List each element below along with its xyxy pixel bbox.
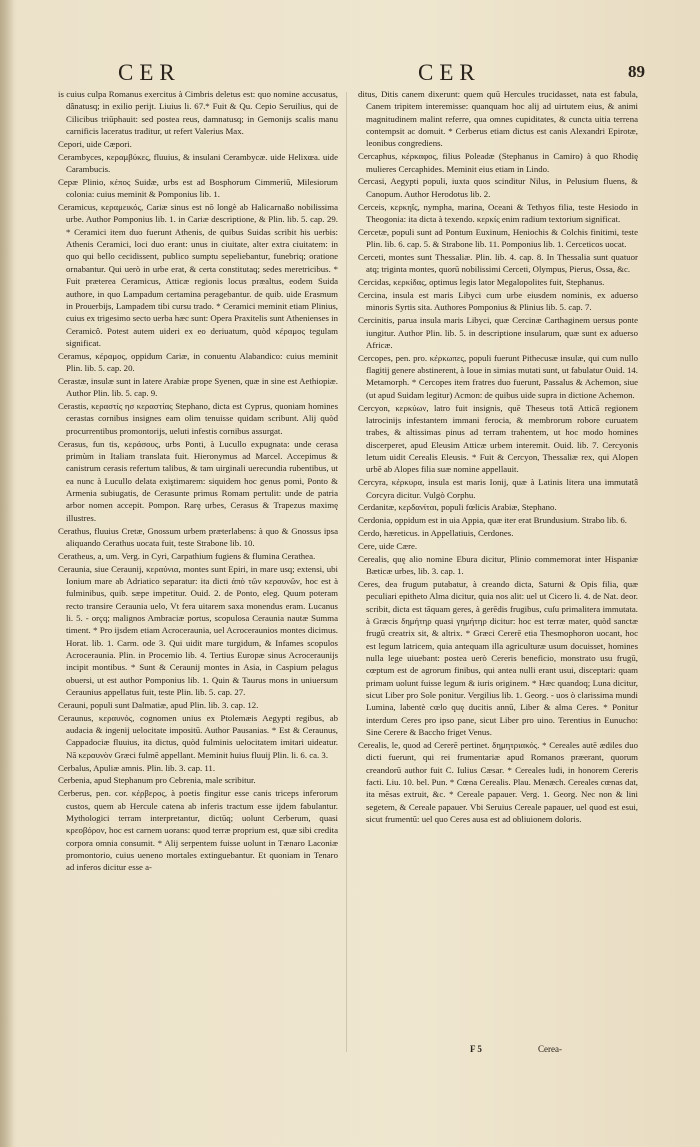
dictionary-entry: Ceres, dea frugum putabatur, à creando dicta, Saturni & Opis filia, quæ peculiari epitheto Alma dicitur, quia nos alit: uel ut Cicero li. 4. de Nat. deor. scribit, dicta est tāquam geres, à gerēdis frugibus, cuſu primalitera immutata. à Græcis δημήτηρ quasi γημήτηρ dicitur: hoc est terræ mater, quòd sanctæ frugū creatrix sit, & altrix. * Græci Cererē etia Thesmophoron uocant, hoc est legum latricem, quia antequam illa agriculturæ usum docuisset, homines nulla lege uiuebant: postea uerò Cereris beneficio, monstrato usu frugū, cœptum est de agrorum finibus, qui antea nulli erant usui, disceptari: quam primam uolunt fuisse legum & iuris originem. * Hæc quandoq; Luna dicitur, sicut Liber pro Sole ponitur. Vergilius lib. 1. Georg. - uos ò clarissima mundi Lumina, labentè cœlo quę ducitis annū, Liber & alma Ceres. * Ponitur interdum Ceres pro ipso pane, sicut Liber pro uino. Terentius in Eunucho: Sine Cerere & Baccho friget Venus. — [358, 578, 638, 738]
dictionary-entry: Ceramicus, κεραμεικός, Cariæ sinus est nō longè ab Halicarnaßo nobilissima urbe. Author Pomponius lib. 1. in Cariæ descriptione, & Plin. lib. 5. cap. 29. * Ceramici item duo fuerunt Athenis, de quibus Suidas scribit his uerbis: Athenis Ceramici, loci duo erant: unus in ciuitate, alter extra ciuitatem: in quo qui bello cecidissent, publico sumptu sepeliebantur, funebriq; oratione ornabantur. Qui uerò in urbe erat, & certa constitutaq; sedes meretricibus. * Fuit præterea Ceramicus, Atticæ regionis locus præaltus, eodem Suida authore, in quo Lampadum certamina peragebantur. de quib. uide Erasmum in Prouerbijs, Lampadem tibi cursu trado. * Ceramici meminit etiam Plinius, cuius ex trigesimo secto uerba hæc sunt: Opera Praxitelis sunt Athenienses in Ceramicô. Potest autem uideri ex eo deriuatum, quòd κέραμος tegulam significat. — [58, 202, 338, 348]
dictionary-entry: Cerambyces, κεραμβύκες, fluuius, & insulani Cerambycæ. uide Helixœa. uide Carambucis. — [58, 151, 338, 175]
left-column — [58, 88, 338, 874]
dictionary-entry: Cerceis, κερκηΐς, nympha, marina, Oceani & Tethyos filia, teste Hesiodo in Theogonia: ita dicta à texendo. κερκίς enim radium textorium significat. — [358, 201, 638, 224]
dictionary-entry: Cercyra, κέρκυρα, insula est maris Ionij, quæ à Latinis litera una immutatâ Corcyra dicitur. Vulgò Corphu. — [358, 477, 638, 500]
dictionary-entry: Cere, uide Cære. — [358, 540, 418, 551]
catchword: Cerea- — [538, 1044, 562, 1054]
dictionary-entry: Cerdanitæ, κερδανίται, populi fœlicis Arabiæ, Stephano. — [358, 502, 557, 513]
page-gutter-shadow — [0, 0, 14, 1147]
running-head-right: CER — [418, 60, 481, 85]
dictionary-entry: Cercasi, Aegypti populi, iuxta quos scinditur Nilus, in Pelusium fluens, & Canopum. Author Herodotus lib. 2. — [358, 176, 638, 199]
dictionary-entry: Cercopes, pen. pro. κέρκωπες, populi fuerunt Pithecusæ insulæ, qui cum nullo flagitij genere abstinerent, à Ioue in simias mutati sunt, ut fabulatur Ouid. 14. Metamorph. * Cercopes item fratres duo fuerunt, Passalus & Achemon, siue (ut apud Suidam legitur) Acmon: de quibus uide supra in dictione Achemon. — [358, 352, 638, 400]
dictionary-entry: Cercetæ, populi sunt ad Pontum Euxinum, Heniochis & Colchis finitimi, teste Plin. lib. 6. cap. 5. & Strabone lib. 11. Pomponius lib. 1. Cerceticos uocat. — [358, 226, 638, 250]
dictionary-entry: ditus, Ditis canem dixerunt: quem quū Hercules trucidasset, nata est fabula, Canem tripitem interemisse: quanquam hoc alij ad uirtutem eius, & animi magnitudinem malint referre, qua omnes cupiditates, & cuncta uitia terrena contempsit ac domuit. * Cerberus etiam dictus est canis Alexandri Epirotæ, leonibus congrediens. — [358, 89, 638, 149]
dictionary-entry: Ceramus, κέραμος, oppidum Cariæ, in conuentu Alabandico: cuius meminit Plin. lib. 5. cap. 20. — [58, 350, 338, 374]
dictionary-entry: Cerdo, hæreticus. in Appellatiuis, Cerdones. — [358, 528, 514, 539]
dictionary-entry: Cerastæ, insulæ sunt in latere Arabiæ prope Syenen, quæ in sine est Aethiopiæ. Author Plin. lib. 5. cap. 9. — [58, 375, 338, 399]
dictionary-entry: Cercaphus, κέρκαφος, filius Poleadæ (Stephanus in Camiro) à quo Rhodię mulieres Cercaphides. Meminit eius etiam in Lindo. — [358, 151, 638, 174]
dictionary-entry: Ceraunia, siue Ceraunij, κεραύνια, montes sunt Epiri, in mare usq; extensi, ubi Ionium mare ab Adriatico separatur: ita dicti ἀπὸ τῶν κεραυνῶν, hoc est à fulminibus, quib. sæpe impetitur. Ouid. 2. de Ponto, eleg. Quum poteram recto transire Ceraunia uelo, Vt fera uitarem saxa monendus eram. Lucanus li. 5. - orçq; malignos Ambraciæ portus, scopulosa Ceraunia nautæ Summa timent. * Pro ijsdem etiam Acroceraunia, uel Acroceraunios montes dicimus. Horat. lib. 1. Carm. ode 3. Qui uidit mare turgidum, & Infames scopulos Acroceraunia. Plin. in Procemio lib. 4. Tertius Europæ sinus Acroceraunijs incipit montibus. * Sunt & Ceraunij montes in Asia, in Caspium pelagus obuersi, ut est author Pomponius lib. 1. Quin & Taurus mons in uniuersum Ceraunius appellatus fuit, teste Plin. lib. 5. cap. 27. — [58, 563, 338, 697]
dictionary-entry: Cerealis, le, quod ad Cererē pertinet. δημητριακός. * Cereales autē ædiles duo dicti fuerunt, qui rei frumentariæ apud Romanos præerant, quorum creandorū author fuit C. Iulius Cæsar. * Cereales ludi, in honorem Cereris facti. Liu. 10. bel. Pun. * Cœna Cerealis. Plau. Menæch. Cereales cœnas dat, ita mēsas extruit, &c. * Cereale papauer. Verg. 1. Georg. Nec non & lini segetem, & Cereale papauer. Vbi Seruius Cereale papauer, uel quod est esui, sicut frumentū: uel quo Ceres ausa est ad obliuionem doloris. — [358, 739, 638, 824]
dictionary-entry: Cerauni, populi sunt Dalmatiæ, apud Plin. lib. 3. cap. 12. — [58, 699, 259, 710]
signature-mark: F 5 — [470, 1044, 482, 1054]
dictionary-entry: Cercidas, κερκίδας, optimus legis lator Megalopolites fuit, Stephanus. — [358, 277, 605, 288]
dictionary-entry: Cepæ Plinio, κέπος Suidæ, urbs est ad Bosphorum Cimmeriū, Milesiorum colonia: cuius meminit & Pomponius lib. 1. — [58, 176, 338, 200]
dictionary-entry: Cercinitis, parua insula maris Libyci, quæ Cercinæ Carthaginem uersus ponte iungitur. Author Plin. lib. 5. in descriptione insularum, quæ sunt ex aduerso Africæ. — [358, 315, 638, 350]
page-number: 89 — [628, 62, 645, 81]
dictionary-entry: Cerceti, montes sunt Thessaliæ. Plin. lib. 4. cap. 8. In Thessalia sunt quatuor atq; triginta montes, quorū nobilissimi Cerceti, Olympus, Pierus, Ossa, &c. — [358, 251, 638, 275]
dictionary-entry: Cerdonia, oppidum est in uia Appia, quæ iter erat Brundusium. Strabo lib. 6. — [358, 515, 628, 526]
dictionary-entry: Cepori, uide Cæpori. — [58, 138, 132, 149]
dictionary-entry: Cerbenia, apud Stephanum pro Cebrenia, male scribitur. — [58, 775, 256, 786]
right-column — [358, 88, 638, 826]
dictionary-entry: is cuius culpa Romanus exercitus à Cimbris deletus est: quo nomine accusatus, dânatusq; in exilio perijt. Liuius li. 67.* Fuit & Qu. Cepio Seruilius, qui de Cilicibus triūphauit: sed postea reus, damnatusq; in Gemonijs scalis manu carnificis laceratus traditur, ut refert Valerius Max. — [58, 89, 338, 137]
dictionary-entry: Cerathus, fluuius Cretæ, Gnossum urbem præterlabens: à quo & Gnossus ipsa aliquando Cerathus uocata fuit, teste Strabone lib. 10. — [58, 525, 338, 548]
dictionary-entry: Cerastis, κεραστίς ησ κεραστίας Stephano, dicta est Cyprus, quoniam homines cerastas cornibus insignes eam olim tenuisse quidam scribunt. Alij quòd procurrentibus promontorijs, ueluti infestis cornibus assurgat. — [58, 401, 338, 436]
dictionary-entry: Ceratheus, a, um. Verg. in Cyri, Carpathium fugiens & flumina Cerathea. — [58, 550, 316, 561]
dictionary-entry: Cerbalus, Apuliæ amnis. Plin. lib. 3. cap. 11. — [58, 762, 216, 773]
dictionary-entry: Cerealis, quę alio nomine Ebura dicitur, Plinio commemorat inter Hispaniæ Bæticæ urbes, lib. 3. cap. 1. — [358, 553, 638, 577]
column-divider — [346, 92, 347, 1052]
running-header — [0, 60, 700, 86]
running-head-left: CER — [118, 60, 181, 85]
dictionary-entry: Ceraunus, κεραυνός, cognomen unius ex Ptolemæis Aegypti regibus, ab audacia & ingenij uelocitate impositū. Author Pausanias. * Est & Ceraunus, Cappadociæ fluuius, ita dictus, quòd fulminis uelocitatem imitari uideatur. Nā κεραυνὸν Græci fulmē appellant. Meminit huius fluuij Plin. li. 6. ca. 3. — [58, 712, 338, 760]
page-footer — [358, 1044, 638, 1058]
dictionary-entry: Cerberus, pen. cor. κέρβερος, à poetis fingitur esse canis triceps inferorum custos, quem ab Hercule catena ab inferis tractum esse ijdem fabulantur. Mythologici terram interpretantur, dictūq; uolunt Cerberum, quasi κρεοβόρον, hoc est carnem uorans: quod terræ proprium est, quæ sibi credita corpora omnia consumit. * Alij serpentem fuisse uolunt in Tænaro Laconiæ promontorio, cuius ueneno mortales extinguebantur. Et quoniam in Tenaro ad inferos dicitur esse a- — [58, 788, 338, 873]
dictionary-entry: Cercyon, κερκύων, latro fuit insignis, quē Theseus totā Atticā regionem latrocinijs infestantem immani ferocia, & membrorum robore curuatem trabes, & altissimas pinus ad terram trahentem, ut hoc modo homines discerperet, apud Eleusim Atticæ urbem interemit. Ouid. lib. 7. Cercyonis letum uidit Cerealis Eleusis. * Fuit & Cercyon, Thessaliæ rex, qui Alopen urbē ab Alopes filia suæ nomine appellauit. — [358, 402, 638, 475]
dictionary-entry: Cerasus, fun tis, κεράσους, urbs Ponti, à Lucullo expugnata: unde cerasa primùm in Italiam translata fuit. Hieronymus ad Marcel. Accepimus & canistrum cerasis refertum talibus, & tam uirginali uerecundia rubentibus, ut ea nunc à Lucullo delata exiştimarem: siquidem hoc genus pomi, Ponto & Armenia subiugatis, de Cerasunte primus Romam pertulit: unde de patria arbor nomen accepit. Pompon. Rarę urbes, Cerasus & Trapezus maximę illustres. — [58, 438, 338, 523]
dictionary-entry: Cercina, insula est maris Libyci cum urbe eiusdem nominis, ex aduerso minoris Syrtis sita. Authores Pomponius & Plinius lib. 5. cap. 7. — [358, 290, 638, 313]
